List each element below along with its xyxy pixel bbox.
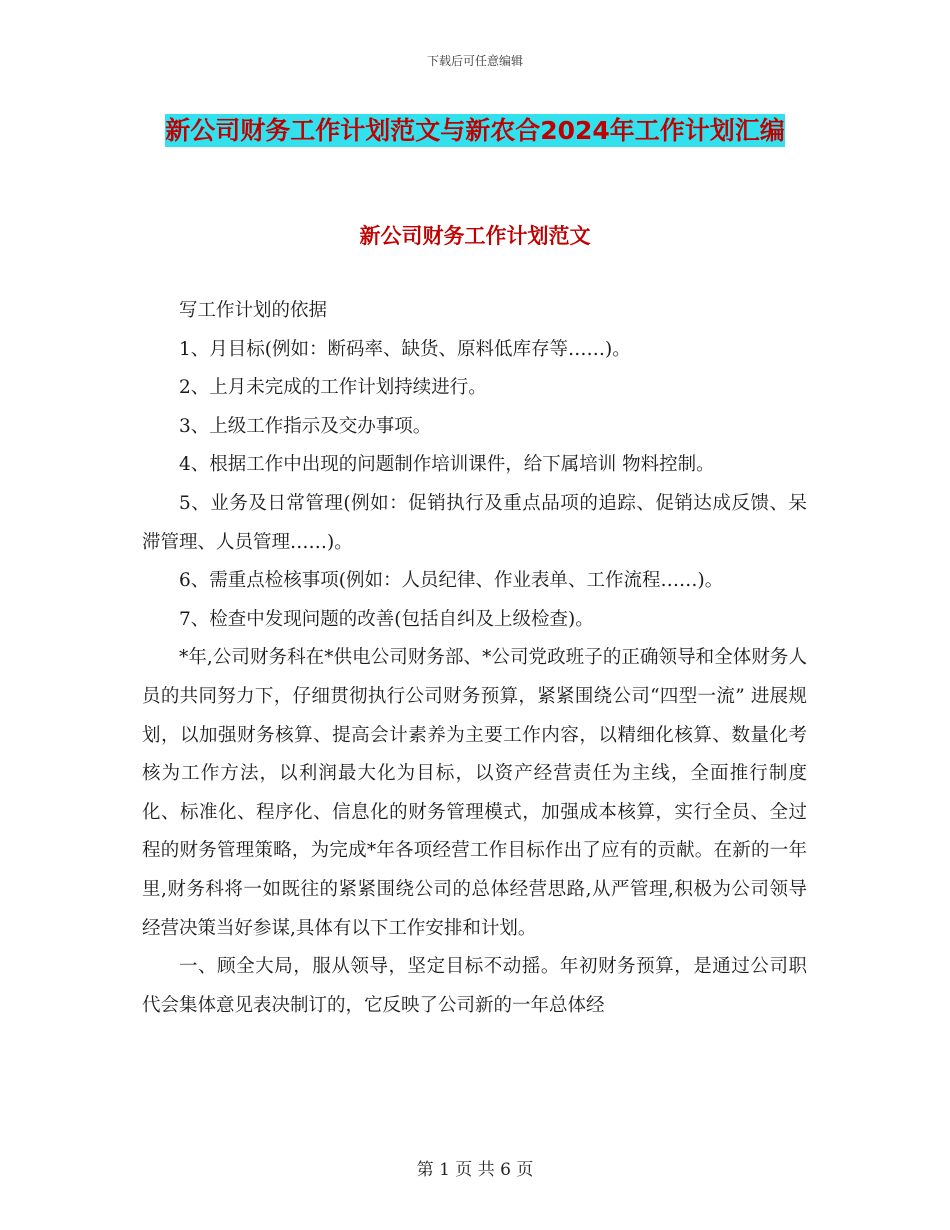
paragraph: 5、业务及日常管理(例如：促销执行及重点品项的追踪、促销达成反馈、呆滞管理、人员管理……)。 — [142, 492, 807, 553]
paragraph: 7、检查中发现问题的改善(包括自纠及上级检查)。 — [179, 608, 594, 630]
paragraph: 2、上月未完成的工作计划持续进行。 — [179, 377, 487, 399]
page-footer: 第 1 页 共 6 页 — [416, 1160, 534, 1180]
section-title: 新公司财务工作计划范文 — [359, 224, 591, 248]
paragraph: 4、根据工作中出现的问题制作培训课件，给下属培训 物料控制。 — [179, 454, 715, 476]
document-title-text: 新公司财务工作计划范文与新农合2024年工作计划汇编 — [165, 116, 785, 145]
document-title — [140, 106, 810, 156]
paragraph: 6、需重点检核事项(例如：人员纪律、作业表单、工作流程……)。 — [179, 570, 724, 592]
paragraph: 写工作计划的依据 — [179, 300, 328, 321]
paragraph: *年,公司财务科在*供电公司财务部、*公司党政班子的正确领导和全体财务人员的共同努力下，仔细贯彻执行公司财务预算，紧紧围绕公司“四型一流” 进展规划，以加强财务核算、提高会计素养为主要工作内容，以精细化核算、数量化考核为工作方法，以利润最大化为目标，以资产经营责任为主线，全面推行制度化、标准化、程序化、信息化的财务管理模式，加强成本核算，实行全员、全过程的财务管理策略，为完成*年各项经营工作目标作出了应有的贡献。在新的一年里,财务科将一如既往的紧紧围绕公司的总体经营思路,从严管理,积极为公司领导经营决策当好参谋,具体有以下工作安排和计划。 — [142, 647, 807, 939]
paragraph: 一、顾全大局，服从领导，坚定目标不动摇。年初财务预算，是通过公司职代会集体意见表决制订的，它反映了公司新的一年总体经 — [142, 956, 807, 1016]
document-body — [142, 292, 807, 1025]
paragraph: 1、月目标(例如：断码率、缺货、原料低库存等……)。 — [179, 338, 631, 360]
paragraph: 3、上级工作指示及交办事项。 — [179, 415, 432, 437]
page-header-note: 下载后可任意编辑 — [426, 54, 523, 68]
